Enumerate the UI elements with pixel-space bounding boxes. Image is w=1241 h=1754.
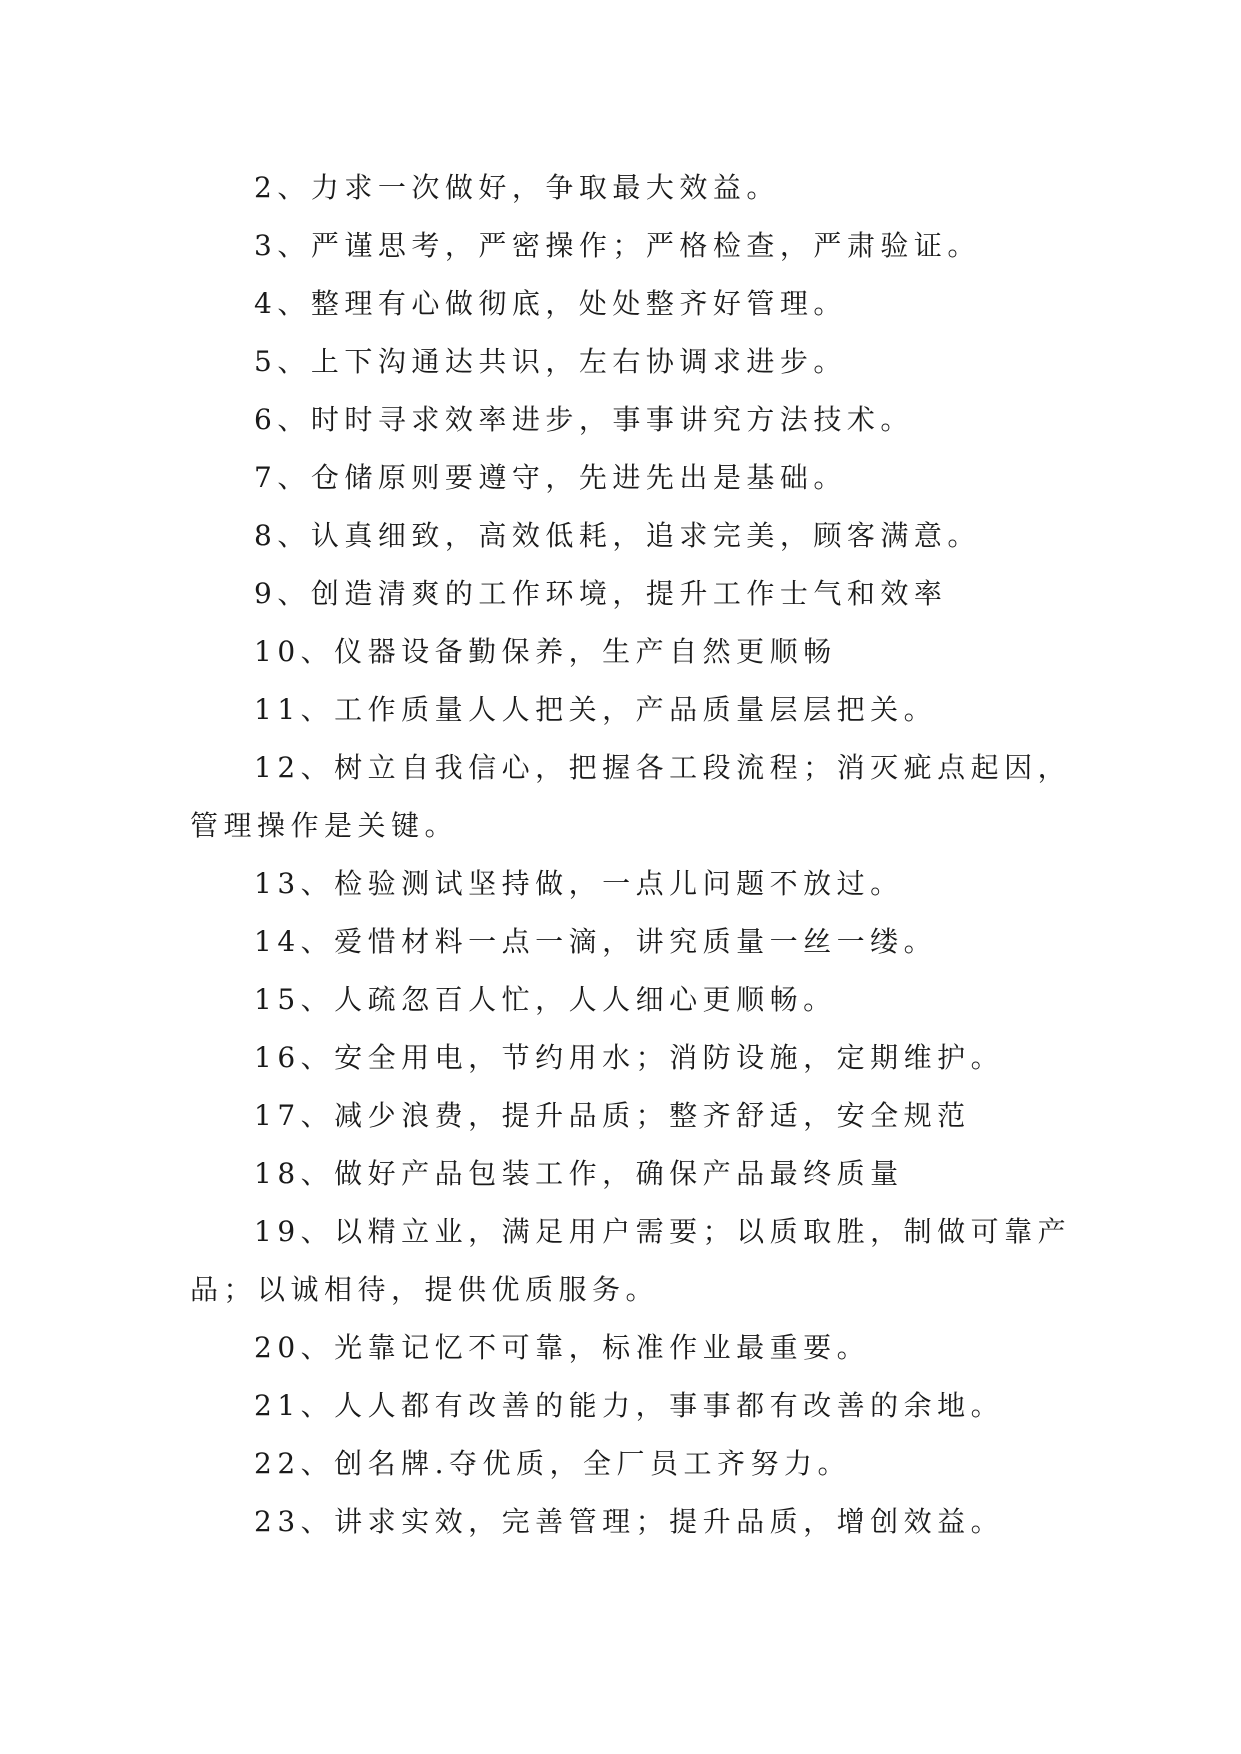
list-item-line: 12、树立自我信心，把握各工段流程；消灭疵点起因， — [254, 751, 1072, 784]
list-item-line: 9、创造清爽的工作环境，提升工作士气和效率 — [254, 577, 948, 610]
list-item-line: 23、讲求实效，完善管理；提升品质，增创效益。 — [254, 1505, 1005, 1538]
list-item — [190, 507, 1070, 565]
list-item-line: 2、力求一次做好，争取最大效益。 — [254, 171, 780, 204]
list-item-line: 4、整理有心做彻底，处处整齐好管理。 — [254, 287, 847, 320]
list-item-line: 15、人疏忽百人忙，人人细心更顺畅。 — [254, 983, 837, 1016]
list-item — [190, 1203, 1070, 1319]
list-item-line-continuation: 管理操作是关键。 — [190, 809, 459, 842]
list-item — [190, 217, 1070, 275]
list-item — [190, 623, 1070, 681]
list-item — [190, 855, 1070, 913]
list-item-line-continuation: 品；以诚相待，提供优质服务。 — [190, 1273, 660, 1306]
list-item-line: 17、减少浪费，提升品质；整齐舒适，安全规范 — [254, 1099, 971, 1132]
list-item — [190, 333, 1070, 391]
list-item-line: 8、认真细致，高效低耗，追求完美，顾客满意。 — [254, 519, 981, 552]
list-item — [190, 449, 1070, 507]
list-item-line: 7、仓储原则要遵守，先进先出是基础。 — [254, 461, 847, 494]
list-item-line: 3、严谨思考，严密操作；严格检查，严肃验证。 — [254, 229, 981, 262]
list-item-line: 22、创名牌.夺优质，全厂员工齐努力。 — [254, 1447, 852, 1480]
list-item — [190, 913, 1070, 971]
list-item — [190, 391, 1070, 449]
slogan-list — [190, 159, 1070, 1551]
list-item — [190, 1377, 1070, 1435]
list-item-line: 14、爱惜材料一点一滴，讲究质量一丝一缕。 — [254, 925, 938, 958]
list-item — [190, 1029, 1070, 1087]
list-item-line: 6、时时寻求效率进步，事事讲究方法技术。 — [254, 403, 914, 436]
list-item — [190, 1319, 1070, 1377]
list-item-line: 16、安全用电，节约用水；消防设施，定期维护。 — [254, 1041, 1005, 1074]
list-item-line: 21、人人都有改善的能力，事事都有改善的余地。 — [254, 1389, 1005, 1422]
list-item — [190, 971, 1070, 1029]
list-item — [190, 1493, 1070, 1551]
list-item — [190, 681, 1070, 739]
list-item — [190, 565, 1070, 623]
list-item-line: 13、检验测试坚持做，一点儿问题不放过。 — [254, 867, 904, 900]
list-item — [190, 1435, 1070, 1493]
list-item-line: 19、以精立业，满足用户需要；以质取胜，制做可靠产 — [254, 1215, 1072, 1248]
list-item — [190, 159, 1070, 217]
list-item — [190, 275, 1070, 333]
list-item-line: 20、光靠记忆不可靠，标准作业最重要。 — [254, 1331, 871, 1364]
list-item — [190, 739, 1070, 855]
list-item — [190, 1145, 1070, 1203]
list-item-line: 10、仪器设备勤保养，生产自然更顺畅 — [254, 635, 837, 668]
list-item-line: 18、做好产品包装工作，确保产品最终质量 — [254, 1157, 904, 1190]
list-item-line: 11、工作质量人人把关，产品质量层层把关。 — [254, 693, 938, 726]
list-item — [190, 1087, 1070, 1145]
list-item-line: 5、上下沟通达共识，左右协调求进步。 — [254, 345, 847, 378]
